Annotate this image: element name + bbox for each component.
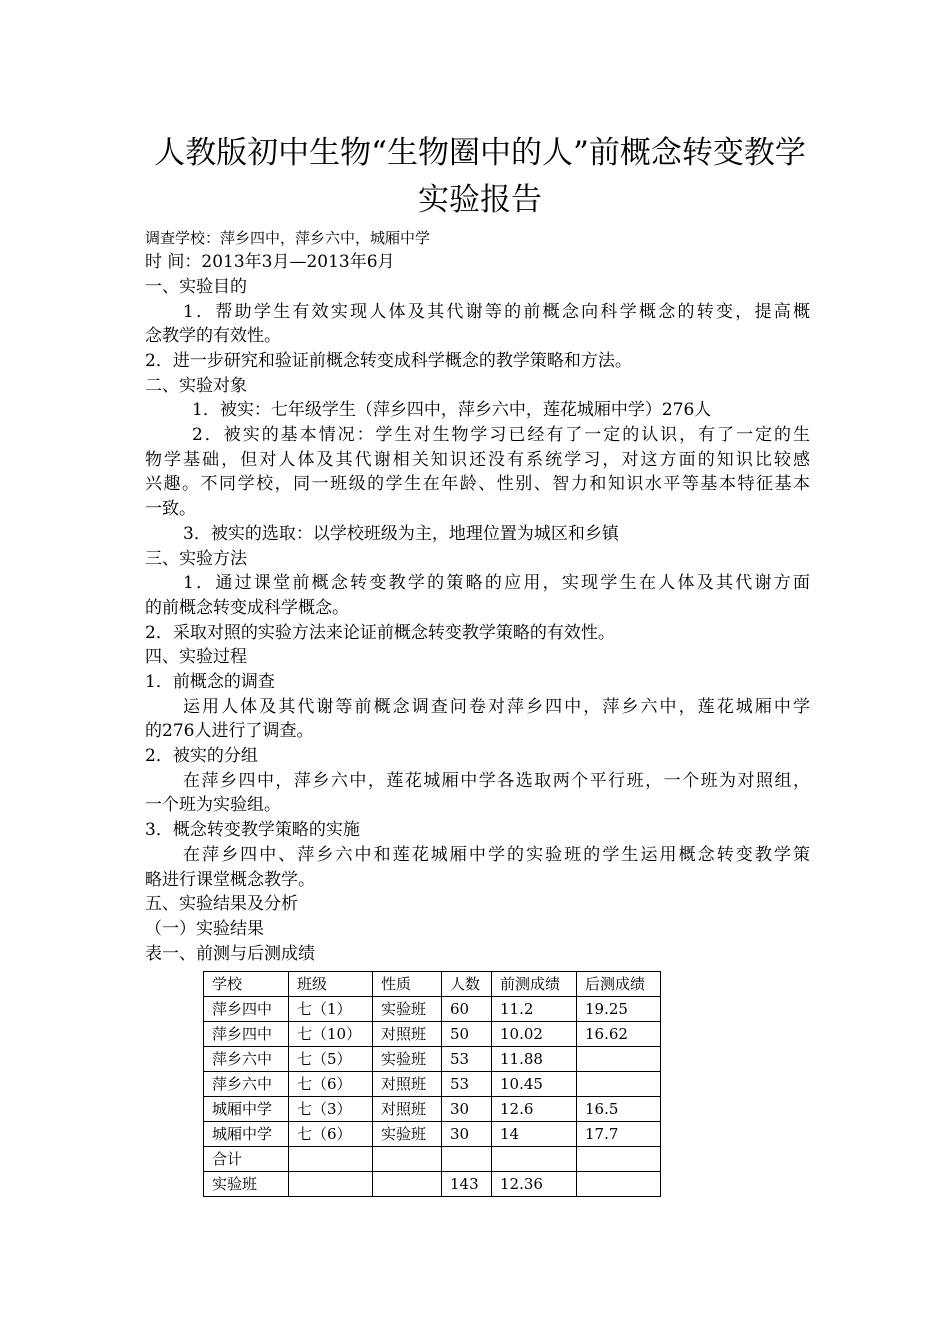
table-cell	[373, 1147, 442, 1172]
table-cell: 萍乡四中	[204, 1022, 289, 1047]
table-cell: 七（6）	[289, 1122, 373, 1147]
section-heading-method: 三、实验方法	[145, 549, 247, 569]
paragraph-line: 2．进一步研究和验证前概念转变成科学概念的教学策略和方法。	[145, 351, 632, 371]
paragraph-line: 2．被实的基本情况：学生对生物学习已经有了一定的认识，有了一定的生	[192, 425, 810, 445]
paragraph-line: 在萍乡四中、萍乡六中和莲花城厢中学的实验班的学生运用概念转变教学策	[183, 845, 810, 865]
table-cell: 萍乡四中	[204, 997, 289, 1022]
paragraph-line: 的前概念转变成科学概念。	[145, 598, 349, 618]
table-cell: 实验班	[373, 997, 442, 1022]
paragraph-line: 2．采取对照的实验方法来论证前概念转变教学策略的有效性。	[145, 623, 615, 643]
table-cell: 七（6）	[289, 1072, 373, 1097]
table-cell: 七（1）	[289, 997, 373, 1022]
table-header-cell: 班级	[289, 972, 373, 997]
paragraph-line: 一个班为实验组。	[145, 795, 281, 815]
table-cell	[289, 1172, 373, 1197]
section-heading-subjects: 二、实验对象	[145, 376, 247, 396]
table-cell: 30	[442, 1097, 492, 1122]
table-cell	[577, 1147, 661, 1172]
table-row	[204, 997, 661, 1022]
report-title-line-1: 人教版初中生物“生物圈中的人”前概念转变教学	[154, 135, 806, 171]
table-cell: 19.25	[577, 997, 661, 1022]
table-cell: 17.7	[577, 1122, 661, 1147]
subsection-heading: 3．概念转变教学策略的实施	[145, 820, 360, 840]
table-row	[204, 1072, 661, 1097]
table-cell: 七（3）	[289, 1097, 373, 1122]
table-cell: 萍乡六中	[204, 1047, 289, 1072]
table-cell: 实验班	[204, 1172, 289, 1197]
table-cell: 53	[442, 1072, 492, 1097]
table-cell: 12.36	[492, 1172, 577, 1197]
table-cell: 实验班	[373, 1047, 442, 1072]
table-cell	[373, 1172, 442, 1197]
table-cell: 16.62	[577, 1022, 661, 1047]
table-cell: 14	[492, 1122, 577, 1147]
paragraph-line: 运用人体及其代谢等前概念调查问卷对萍乡四中，萍乡六中，莲花城厢中学	[183, 697, 810, 717]
paragraph-line: 在萍乡四中，萍乡六中，莲花城厢中学各选取两个平行班，一个班为对照组，	[183, 771, 810, 791]
table-total-row	[204, 1147, 661, 1172]
section-heading-results: 五、实验结果及分析	[145, 894, 298, 914]
paragraph-line: 物学基础，但对人体及其代谢相关知识还没有系统学习，对这方面的知识比较感	[145, 450, 810, 470]
table-row	[204, 1097, 661, 1122]
paragraph-line: 念教学的有效性。	[145, 326, 281, 346]
table-cell: 对照班	[373, 1072, 442, 1097]
table-cell: 60	[442, 997, 492, 1022]
table-cell: 10.02	[492, 1022, 577, 1047]
table-row	[204, 1122, 661, 1147]
table-row	[204, 1022, 661, 1047]
table-row	[204, 1172, 661, 1197]
table-cell: 30	[442, 1122, 492, 1147]
table-cell: 合计	[204, 1147, 289, 1172]
table-header-cell: 前测成绩	[492, 972, 577, 997]
table-cell: 143	[442, 1172, 492, 1197]
paragraph-line: 1．通过课堂前概念转变教学的策略的应用，实现学生在人体及其代谢方面	[183, 573, 810, 593]
table-cell: 萍乡六中	[204, 1072, 289, 1097]
paragraph-line: 略进行课堂概念教学。	[145, 870, 315, 890]
table-cell: 城厢中学	[204, 1122, 289, 1147]
report-title-line-2: 实验报告	[418, 182, 542, 218]
table-cell	[289, 1147, 373, 1172]
table-cell: 12.6	[492, 1097, 577, 1122]
table-caption: 表一、前测与后测成绩	[145, 944, 315, 964]
paragraph-line: 兴趣。不同学校，同一班级的学生在年龄、性别、智力和知识水平等基本特征基本	[145, 474, 810, 494]
table-cell: 53	[442, 1047, 492, 1072]
table-cell: 城厢中学	[204, 1097, 289, 1122]
paragraph-line: 1．帮助学生有效实现人体及其代谢等的前概念向科学概念的转变，提高概	[183, 302, 810, 322]
paragraph-line: 1．被实：七年级学生（萍乡四中，萍乡六中，莲花城厢中学）276人	[192, 400, 712, 420]
table-cell: 七（5）	[289, 1047, 373, 1072]
paragraph-line: 的276人进行了调查。	[145, 721, 314, 741]
table-header-cell: 性质	[373, 972, 442, 997]
section-heading-purpose: 一、实验目的	[145, 277, 247, 297]
table-cell	[577, 1172, 661, 1197]
survey-time-line: 时 间：2013年3月—2013年6月	[145, 252, 395, 272]
table-cell: 16.5	[577, 1097, 661, 1122]
survey-schools-line: 调查学校：萍乡四中，萍乡六中，城厢中学	[145, 229, 431, 247]
table-cell	[492, 1147, 577, 1172]
table-cell: 10.45	[492, 1072, 577, 1097]
table-cell: 对照班	[373, 1097, 442, 1122]
table-row	[204, 1047, 661, 1072]
table-cell: 对照班	[373, 1022, 442, 1047]
table-cell: 七（10）	[289, 1022, 373, 1047]
paragraph-line: 一致。	[145, 499, 196, 519]
table-cell	[577, 1072, 661, 1097]
table-header-cell: 后测成绩	[577, 972, 661, 997]
table-cell	[577, 1047, 661, 1072]
subsection-heading: 1．前概念的调查	[145, 672, 275, 692]
table-cell: 11.2	[492, 997, 577, 1022]
paragraph-line: 3．被实的选取：以学校班级为主，地理位置为城区和乡镇	[183, 524, 619, 544]
table-header-row	[204, 972, 661, 997]
table-header-cell: 学校	[204, 972, 289, 997]
subsection-heading: （一）实验结果	[145, 919, 264, 939]
table-cell: 50	[442, 1022, 492, 1047]
table-cell: 11.88	[492, 1047, 577, 1072]
table-cell: 实验班	[373, 1122, 442, 1147]
table-cell	[442, 1147, 492, 1172]
grades-table	[203, 971, 661, 1197]
table-header-cell: 人数	[442, 972, 492, 997]
section-heading-process: 四、实验过程	[145, 647, 247, 667]
subsection-heading: 2．被实的分组	[145, 746, 258, 766]
